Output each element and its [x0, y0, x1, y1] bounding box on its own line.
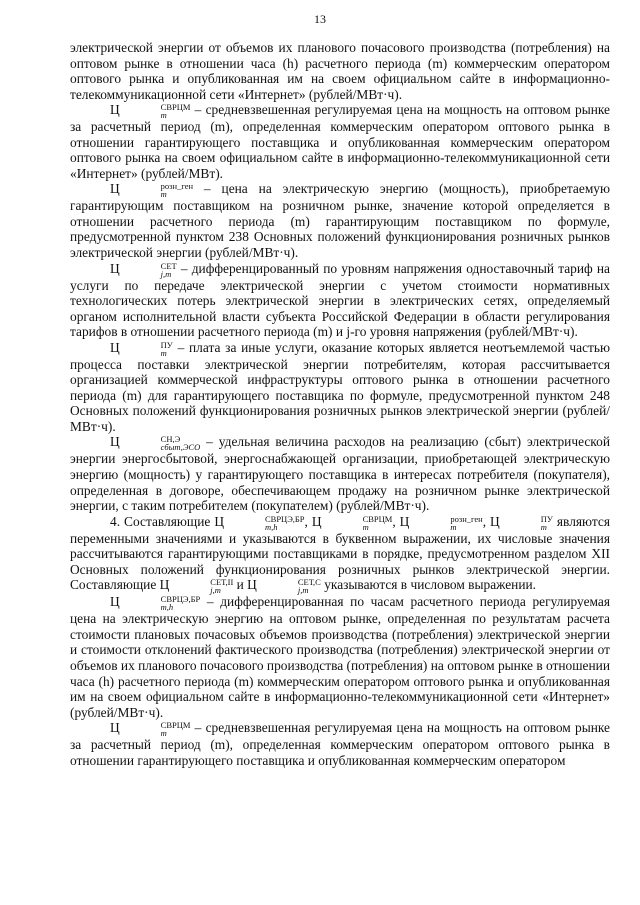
symbol-subscript: m [540, 521, 547, 532]
symbol-letter: Ц [311, 513, 322, 529]
symbol-superscript: СН,Э [160, 434, 181, 445]
paragraph-text: – дифференцированный по уровням напряжения одноставочный тариф на услуги по передаче электрической энергии с учетом стоимости нормативных технологических потерь электрической энергии в электрических сетях, определяемый органом исполнительной власти субъекта Российской Федерации в области регулирования тарифов в отношении расчетного периода (m) и j-го уровня напряжения (рублей/МВт·ч). [70, 260, 610, 340]
symbol-letter: Ц [214, 513, 224, 529]
symbol-superscript: СЕТ,II [210, 577, 234, 588]
symbol-indices [410, 515, 482, 531]
paragraph-text: – средневзвешенная регулируемая цена на мощность на оптовом рынке за расчетный период (m), определенная коммерческим оператором оптового рынка в отношении гарантирующего поставщика и опубликованная коммерческим оператором [70, 720, 610, 768]
paragraph [70, 181, 610, 260]
paragraph [70, 102, 610, 181]
price-symbol [247, 577, 321, 596]
symbol-superscript: СЕТ [160, 260, 177, 271]
paragraph-text: – удельная величина расходов на реализацию (сбыт) электрической энергии энергосбытовой, энергоснабжающей организации, приобретающей электрическую энергию (мощность) у гарантирующего поставщика в интересах потребителя (покупателя), определенная в договоре, обеспечивающем продажу на розничном рынке электрической энергии, с таким потребителем (покупателем) (рублей/МВт·ч). [70, 434, 610, 514]
symbol-subscript: m,h [160, 602, 174, 613]
paragraph [70, 594, 610, 720]
symbol-subscript: m [362, 521, 369, 532]
symbol-letter: Ц [110, 594, 120, 610]
symbol-indices [170, 578, 233, 594]
paragraph: 4. Составляющие Ц СВРЦЭ,БР m,h , Ц СВРЦМ m , Ц розн_ген m , Ц ПУ m являются переменными значениями и указываются в буквенном выражении, их числовые значения рассчитываются гарантирующими поставщиками в порядке, предусмотренном разделом XII Основных положений функционирования розничных рынков электрической энергии. Составляющие Ц СЕТ,II j,m и Ц СЕТ,С j,m указываются в числовом выражении. [70, 513, 610, 596]
symbol-superscript: СВРЦЭ,БР [160, 594, 201, 605]
symbol-subscript: m [450, 521, 457, 532]
paragraph-text: – дифференцированная по часам расчетного периода регулируемая цена на электрическую энергию на оптовом рынке, определенная по результатам расчета стоимости плановых почасовых объемов производства (потребления) электрической энергии и стоимости отклонений фактического производства (потребления) электрической энергии от объемов их планового почасового производства (потребления) на оптовом рынке в отношении часа (h) расчетного периода (m) коммерческим оператором оптового рынка и опубликованная им на своем официальном сайте в информационно-телекоммуникационной сети «Интернет» (рублей/МВт·ч). [70, 594, 610, 720]
paragraph-text: – плата за иные услуги, оказание которых является неотъемлемой частью процесса поставки электрической энергии потребителям, которая рассчитывается организацией коммерческой инфраструктуры оптового рынка в отношении расчетного периода (m) для гарантирующего поставщика по формуле, предусмотренной пунктом 248 Основных положений функционирования розничных рынков электрической энергии (рублей/МВт·ч). [70, 339, 610, 434]
symbol-letter: Ц [110, 260, 120, 276]
symbol-indices [121, 262, 177, 278]
paragraph [70, 40, 610, 102]
symbol-letter: Ц [110, 720, 120, 736]
symbol-subscript: сбыт,ЭСО [160, 442, 201, 453]
symbol-indices [323, 515, 393, 531]
price-symbol [110, 102, 191, 121]
symbol-subscript: j,m [210, 585, 221, 596]
symbol-superscript: СВРЦМ [160, 102, 191, 113]
paragraph-text: – цена на электрическую энергию (мощность), приобретаемую гарантирующим поставщиком на розничном рынке, значение которой определяется в отношении расчетного периода (m) гарантирующим поставщиком по формуле, предусмотренной пунктом 238 Основных положений функционирования розничных рынков электрической энергии (рублей/МВт·ч). [70, 181, 610, 261]
symbol-indices [225, 515, 305, 531]
price-symbol [214, 513, 305, 532]
symbol-indices [258, 578, 321, 594]
symbol-superscript: СВРЦЭ,БР [264, 513, 305, 524]
symbol-superscript: СВРЦМ [362, 513, 393, 524]
price-symbol [110, 434, 201, 453]
price-symbol [110, 181, 194, 200]
symbol-letter: Ц [247, 577, 257, 593]
symbol-subscript: j,m [160, 268, 172, 279]
symbol-superscript: розн_ген [450, 513, 483, 524]
price-symbol [110, 720, 191, 739]
price-symbol [159, 577, 234, 596]
symbol-letter: Ц [399, 513, 410, 529]
symbol-indices [121, 721, 191, 737]
symbol-letter: Ц [110, 339, 120, 355]
symbol-subscript: m [160, 110, 167, 121]
symbol-subscript: j,m [297, 585, 309, 596]
page-number: 13 [314, 12, 326, 26]
symbol-letter: Ц [110, 102, 120, 118]
symbol-letter: Ц [490, 513, 500, 529]
paragraph [70, 434, 610, 513]
price-symbol [311, 513, 393, 532]
symbol-superscript: ПУ [160, 339, 173, 350]
symbol-subscript: m,h [264, 521, 278, 532]
symbol-indices [121, 435, 201, 451]
symbol-letter: Ц [110, 434, 120, 450]
paragraph [70, 340, 610, 435]
symbol-letter: Ц [110, 181, 120, 197]
paragraph-text: – средневзвешенная регулируемая цена на мощность на оптовом рынке за расчетный период (m), определенная коммерческим оператором оптового рынка в отношении гарантирующего поставщика и опубликованная коммерческим оператором оптового рынка на своем официальном сайте в информационно-телекоммуникационной сети «Интернет» (рублей/МВт). [70, 102, 610, 181]
symbol-superscript: розн_ген [160, 181, 194, 192]
symbol-superscript: СВРЦМ [160, 720, 191, 731]
symbol-letter: Ц [159, 577, 170, 593]
symbol-superscript: СЕТ,С [297, 577, 321, 588]
paragraph-text: электрической энергии от объемов их планового почасового производства (потребления) на оптовом рынке в отношении часа (h) расчетного периода (m) коммерческим оператором оптового рынка и опубликованная им на своем официальном сайте в информационно-телекоммуникационной сети «Интернет» (рублей/МВт·ч). [70, 40, 610, 102]
symbol-subscript: m [160, 189, 167, 200]
price-symbol [399, 513, 483, 532]
document-body [70, 40, 610, 768]
symbol-indices [121, 341, 173, 357]
paragraph [70, 720, 610, 768]
symbol-indices [121, 182, 193, 198]
paragraph [70, 261, 610, 340]
symbol-indices [501, 515, 553, 531]
symbol-subscript: m [160, 347, 167, 358]
price-symbol [490, 513, 553, 532]
price-symbol [110, 260, 177, 279]
price-symbol [110, 594, 201, 613]
price-symbol [110, 339, 173, 358]
symbol-indices [121, 595, 201, 611]
symbol-superscript: ПУ [540, 513, 553, 524]
symbol-subscript: m [160, 728, 167, 739]
symbol-indices [121, 103, 191, 119]
